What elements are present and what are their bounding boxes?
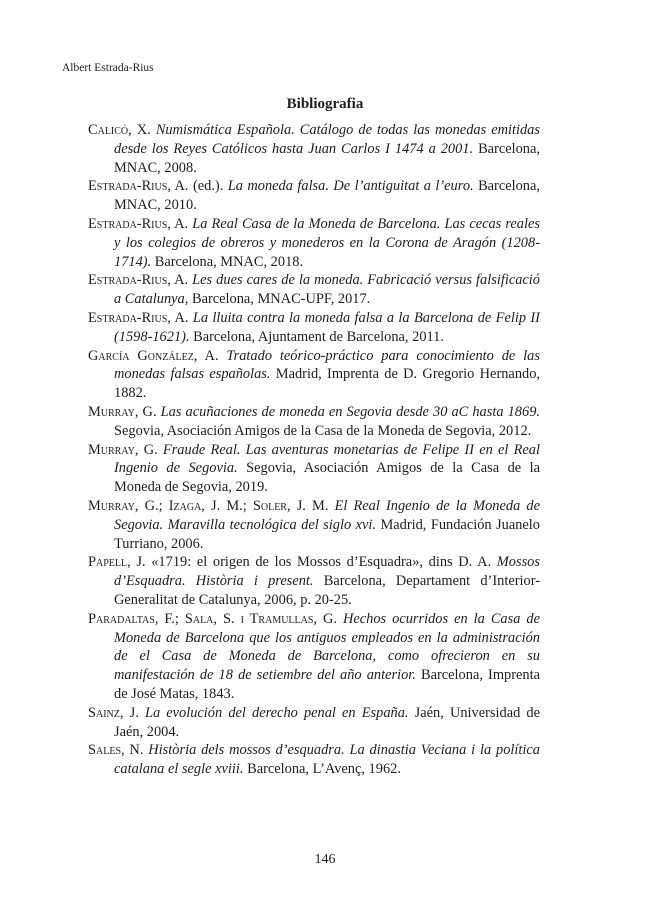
entry-publication: Jaén, Universidad de Jaén, 2004. xyxy=(114,704,540,740)
entry-author: Estrada-Rius, A. xyxy=(88,272,189,289)
bibliography-entry xyxy=(88,403,540,441)
entry-title: Hechos ocurridos en la Casa de Moneda de Barcelona que los antiguos empleados en la administración de el Casa de Moneda de Barcelona, como ofrecieron en su manifestación de 18 de setiembre del año anterior. xyxy=(114,610,540,684)
bibliography-entry xyxy=(88,347,540,403)
bibliography-entry xyxy=(88,309,540,347)
entry-publication: Madrid, Fundación Juanelo Turriano, 2006. xyxy=(114,516,540,552)
entry-publication: Segovia, Asociación Amigos de la Casa de la Moneda de Segovia, 2019. xyxy=(114,460,541,496)
entry-publication: Barcelona, Imprenta de José Matas, 1843. xyxy=(114,667,540,702)
entry-author: Estrada-Rius, A. xyxy=(88,215,189,232)
entry-publication: Barcelona, MNAC, 2018. xyxy=(154,253,304,270)
entry-author: Estrada-Rius, A. xyxy=(88,309,189,326)
entry-author: Paradaltas, F.; Sala, S. i Tramullas, G. xyxy=(88,610,337,627)
entry-author: García González, A. xyxy=(88,347,219,364)
entry-title: Mossos d’Esquadra. Història i present. xyxy=(114,554,540,590)
bibliography-entry xyxy=(88,497,540,553)
entry-publication: Barcelona, L’Avenç, 1962. xyxy=(247,761,401,778)
entry-title: Les dues cares de la moneda. Fabricació versus falsificació a Catalunya, xyxy=(114,272,540,308)
bibliography-list xyxy=(88,121,540,779)
entry-author: Calicó, X. xyxy=(88,122,151,138)
bibliography-entry xyxy=(88,704,540,742)
entry-title: Numismática Española. Catálogo de todas las monedas emitidas desde los Reyes Católicos hasta Juan Carlos I 1474 a 2001. xyxy=(114,122,540,157)
entry-prefix: «1719: el origen de los Mossos d’Esquadra», dins D. A. xyxy=(151,554,492,571)
entry-publication: Barcelona, MNAC, 2008. xyxy=(114,140,540,176)
bibliography-entry xyxy=(88,441,540,497)
entry-author: Murray, G. xyxy=(88,403,157,420)
entry-publication: Barcelona, MNAC-UPF, 2017. xyxy=(191,291,371,308)
bibliography-entry xyxy=(88,553,540,609)
entry-publication: Barcelona, Departament d’Interior-Generalitat de Catalunya, 2006, p. 20-25. xyxy=(114,573,540,608)
bibliography-entry xyxy=(88,741,540,779)
entry-title: Tratado teórico-práctico para conocimiento de las monedas falsas españolas. xyxy=(114,347,540,383)
entry-author: Murray, G. xyxy=(88,441,158,458)
bibliography-entry xyxy=(88,271,540,309)
entry-title: La Real Casa de la Moneda de Barcelona. Las cecas reales y los colegios de obreros y monederos en la Corona de Aragón (1208-1714). xyxy=(114,215,540,270)
bibliography-entry xyxy=(88,121,540,177)
page-number: 146 xyxy=(314,852,336,867)
section-title: Bibliografia xyxy=(286,96,364,112)
entry-prefix: (ed.). xyxy=(192,178,224,195)
entry-author: Papell, J. xyxy=(88,554,146,571)
entry-title: La lluita contra la moneda falsa a la Barcelona de Felip II (1598-1621). xyxy=(114,309,540,345)
entry-publication: Barcelona, MNAC, 2010. xyxy=(114,178,540,214)
entry-author: Estrada-Rius, A. xyxy=(88,178,189,195)
entry-title: Història dels mossos d’esquadra. La dinastia Veciana i la política catalana el segle xviii. xyxy=(114,742,540,778)
entry-publication: Madrid, Imprenta de D. Gregorio Hernando, 1882. xyxy=(114,366,541,402)
entry-title: Las acuñaciones de moneda en Segovia desde 30 aC hasta 1869. xyxy=(160,403,540,420)
bibliography-entry xyxy=(88,177,540,215)
entry-author: Murray, G.; Izaga, J. M.; Soler, J. M. xyxy=(88,497,329,514)
bibliography-entry xyxy=(88,610,540,704)
running-head: Albert Estrada-Rius xyxy=(62,62,154,74)
bibliography-entry xyxy=(88,215,540,271)
entry-title: La evolución del derecho penal en España. xyxy=(144,704,409,721)
entry-publication: Segovia, Asociación Amigos de la Casa de la Moneda de Segovia, 2012. xyxy=(114,422,532,439)
entry-title: El Real Ingenio de la Moneda de Segovia. Maravilla tecnológica del siglo xvi. xyxy=(114,497,540,533)
entry-title: La moneda falsa. De l’antiguitat a l’euro. xyxy=(227,178,474,195)
entry-publication: Barcelona, Ajuntament de Barcelona, 2011. xyxy=(193,328,444,345)
entry-title: Fraude Real. Las aventuras monetarias de Felipe II en el Real Ingenio de Segovia. xyxy=(114,441,540,477)
entry-author: Sainz, J. xyxy=(88,704,139,721)
entry-author: Sales, N. xyxy=(88,742,144,759)
